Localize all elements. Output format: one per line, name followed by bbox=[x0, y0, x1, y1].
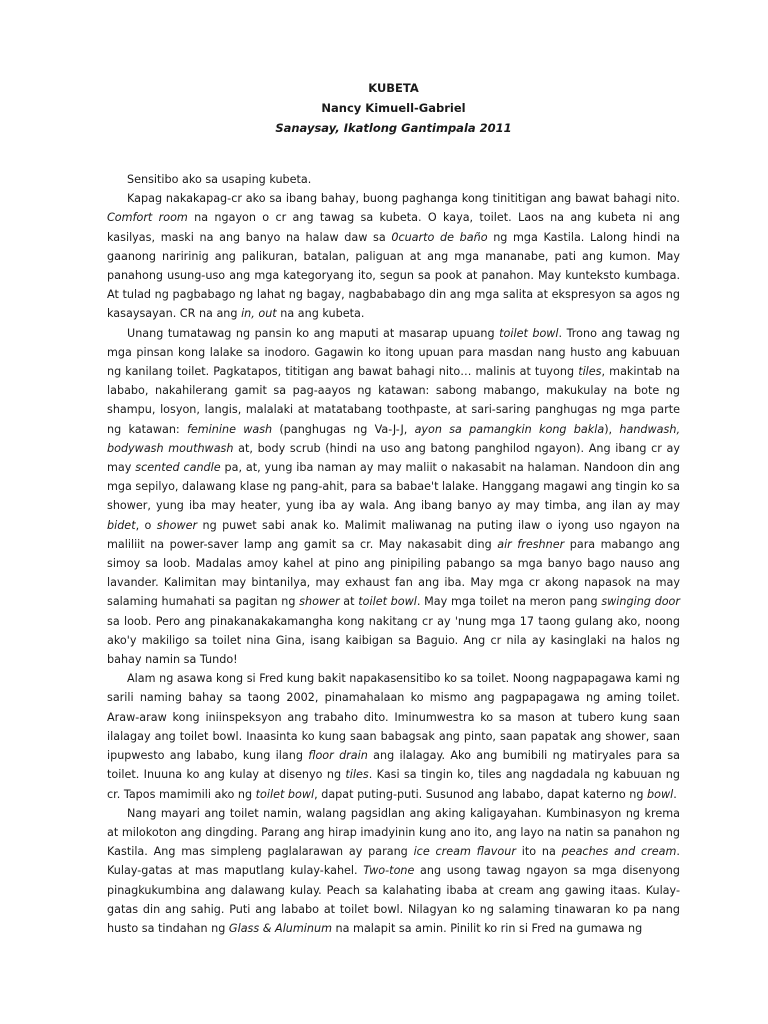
essay-title: KUBETA bbox=[368, 81, 419, 95]
text-run: Sensitibo ako sa usaping kubeta. bbox=[127, 173, 312, 186]
essay-body bbox=[107, 170, 680, 938]
text-run: . Kasi sa tingin ko, tiles ang nagdadala ng kabuuan ng cr. Tapos mamimili ako ng bbox=[107, 768, 680, 801]
italic-text: swinging door bbox=[601, 595, 680, 609]
essay-author: Nancy Kimuell-Gabriel bbox=[321, 101, 466, 115]
italic-text: ice cream flavour bbox=[413, 845, 516, 859]
italic-text: scented candle bbox=[135, 461, 221, 475]
italic-text: Two-tone bbox=[363, 864, 415, 878]
text-run: Unang tumatawag ng pansin ko ang maputi at masarap upuang bbox=[127, 326, 500, 340]
text-run: na ngayon o cr ang tawag sa kubeta. O kaya, toilet. Laos na ang kubeta ni ang kasilyas, maski na ang banyo na halaw daw sa bbox=[107, 211, 680, 244]
text-run: ang usong tawag ngayon sa mga disenyong pinagkukumbina ang dalawang kulay. Peach sa kalahating ibaba at cream ang gawing itaas. Kulay-gatas din ang sahig. Puti ang lababo at toilet bowl. Nilagyan ko ng salaming tinawaran ko pa nang husto sa tindahan ng bbox=[107, 864, 681, 935]
text-run: ang ilalagay. Ako ang bumibili ng matiryales para sa toilet. Inuuna ko ang kulay at disenyo ng bbox=[107, 749, 680, 782]
italic-text: ayon sa pamangkin kong bakla bbox=[414, 422, 605, 436]
paragraph bbox=[107, 324, 680, 670]
italic-text: shower bbox=[299, 595, 340, 609]
text-run: . bbox=[673, 787, 677, 801]
italic-text: handwash, bodywash mouthwash bbox=[107, 422, 680, 455]
text-run: ng mga Kastila. Lalong hindi na gaanong naririnig ang palikuran, batalan, paliguan at ang mga mananabe, pati ang kumon. May panahong usung-uso ang mga kategoryang ito, segun sa pook at panahon. May kunteksto kumbaga. At tulad ng pagbabago ng lahat ng bagay, nagbababago din ang mga salita at ekspresyon sa agos ng kasaysayan. CR na ang bbox=[107, 230, 680, 321]
text-run: , makintab na lababo, nakahilerang gamit sa pag-aayos ng katawan: sabong mabango, makukulay na bote ng shampu, losyon, langis, malalaki at matatabang toothpaste, at sari-saring panghugas ng mga parte ng katawan: bbox=[107, 365, 681, 436]
text-run: Kapag nakakapag-cr ako sa ibang bahay, buong paghanga kong tinititigan ang bawat bahagi nito. bbox=[127, 192, 680, 206]
text-run: at bbox=[339, 595, 359, 609]
italic-text: peaches and cream bbox=[561, 845, 677, 859]
italic-text: tiles bbox=[578, 365, 602, 379]
italic-text: tiles bbox=[345, 768, 369, 782]
text-run: ito na bbox=[515, 845, 562, 859]
italic-text: in, out bbox=[241, 307, 277, 321]
italic-text: toilet bowl bbox=[499, 326, 559, 340]
text-run: , o bbox=[135, 518, 157, 532]
text-run: Alam ng asawa kong si Fred kung bakit napakasensitibo ko sa toilet. Noong nagpapagawa kami ng sarili naming bahay sa taong 2002, pinamahalaan ko mismo ang pagpapagawa ng aming toilet. Araw-araw kong iniinspeksyon ang trabaho dito. Iminumwestra ko sa mason at tubero kung saan ilalagay ang toilet bowl. Inaasinta ko kung saan babagsak ang pinto, saan papatak ang shower, saan ipupwesto ang lababo, kung ilang bbox=[107, 672, 680, 763]
italic-text: Glass & Aluminum bbox=[228, 921, 332, 935]
italic-text: floor drain bbox=[308, 749, 368, 763]
text-run: Nang mayari ang toilet namin, walang pagsidlan ang aking kaligayahan. Kumbinasyon ng krema at milokoton ang dingding. Parang ang hirap imadyinin kung ano ito, ang layo na natin sa panahon ng Kastila. Ang mas simpleng paglalarawan ay parang bbox=[107, 806, 680, 859]
text-run: ), bbox=[604, 422, 620, 436]
italic-text: Comfort room bbox=[107, 211, 188, 225]
text-run: . Trono ang tawag ng mga pinsan kong lalake sa inodoro. Gagawin ko itong upuan para masdan nang husto ang kabuuan ng kanilang toilet. Pagkatapos, tititigan ang bawat bahagi nito… malinis at tuyong bbox=[107, 326, 680, 379]
italic-text: feminine wash bbox=[186, 422, 273, 436]
italic-text: bowl bbox=[647, 787, 674, 801]
text-run: . May mga toilet na meron pang bbox=[416, 595, 602, 609]
text-run: (panghugas ng Va-J-J, bbox=[272, 422, 415, 436]
text-run: at, body scrub (hindi na uso ang batong panghilod ngayon). Ang ibang cr ay may bbox=[107, 441, 680, 475]
italic-text: shower bbox=[156, 518, 198, 532]
paragraph bbox=[107, 669, 680, 803]
italic-text: 0cuarto de baño bbox=[391, 230, 488, 244]
italic-text: bidet bbox=[107, 518, 136, 532]
text-run: , dapat puting-puti. Susunod ang lababo, dapat katerno ng bbox=[314, 787, 647, 801]
text-run: pa, at, yung iba naman ay may maliit o nakasabit na halaman. Nandoon din ang mga sepilyo, dalawang klase ng pang-ahit, para sa babae't lalake. Hanggang magawi ang tingin ko sa shower, yung iba may heater, yung iba ay wala. Ang ibang banyo ay may timba, ang ilan ay may bbox=[107, 461, 680, 513]
italic-text: toilet bowl bbox=[255, 787, 315, 801]
paragraph bbox=[107, 804, 680, 938]
text-run: sa loob. Pero ang pinakanakakamangha kong nakitang cr ay 'nung mga 17 taong gulang ako, noong ako'y makiligo sa toilet nina Gina, isang kaibigan sa Baguio. Ang cr nila ay kasinglaki na halos ng bahay namin sa Tundo! bbox=[107, 614, 680, 667]
text-run: . Kulay-gatas at mas maputlang kulay-kahel. bbox=[107, 845, 680, 878]
essay-award: Sanaysay, Ikatlong Gantimpala 2011 bbox=[275, 121, 512, 135]
text-run: na ang kubeta. bbox=[276, 307, 365, 321]
italic-text: toilet bowl bbox=[358, 595, 417, 609]
italic-text: air freshner bbox=[497, 537, 565, 551]
text-run: ng puwet sabi anak ko. Malimit maliwanag na puting ilaw o iyong uso ngayon na maliliit na power-saver lamp ang gamit sa cr. May nakasabit ding bbox=[107, 518, 681, 551]
paragraph bbox=[107, 170, 680, 189]
document-header bbox=[107, 78, 680, 138]
text-run: na malapit sa amin. Pinilit ko rin si Fred na gumawa ng bbox=[332, 921, 643, 935]
text-run: para mabango ang simoy sa loob. Madalas amoy kahel at pino ang pinipiling pabango sa mga banyo bago nauso ang lavander. Kalimitan may bintanilya, may exhaust fan ang iba. May mga cr akong napasok na may salaming humahati sa pagitan ng bbox=[107, 537, 680, 609]
paragraph bbox=[107, 189, 680, 323]
